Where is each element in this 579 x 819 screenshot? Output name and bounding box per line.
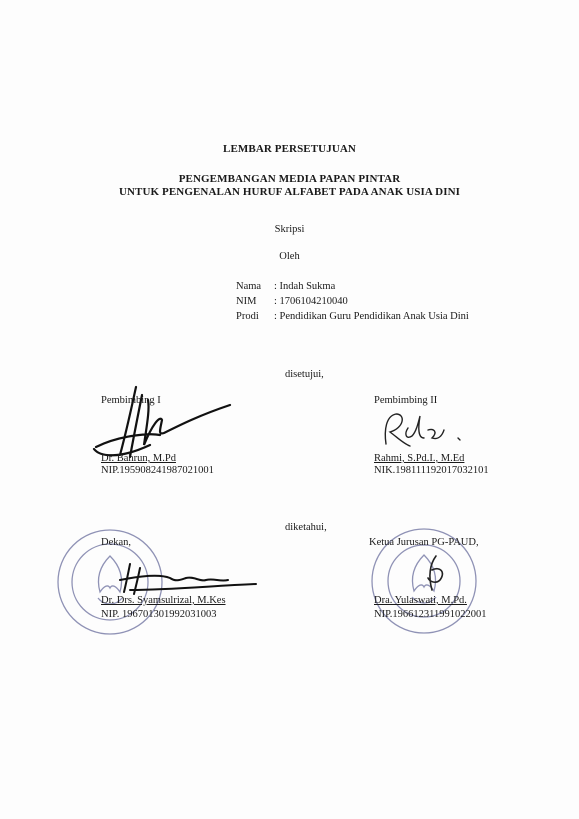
identity-value: : 1706104210040 [274, 296, 348, 307]
supervisor1-role: Pembimbing I [101, 395, 161, 406]
identity-value: : Indah Sukma [274, 281, 336, 292]
head-signature [410, 550, 460, 600]
supervisor1-id: NIP.195908241987021001 [101, 465, 214, 476]
dean-signature [110, 560, 260, 600]
page-heading: LEMBAR PERSETUJUAN [223, 143, 356, 155]
head-name: Dra. Yulaswati, M.Pd. [374, 595, 467, 606]
identity-row-prodi [236, 309, 469, 324]
document-type: Skripsi [274, 224, 305, 235]
identity-row-nim [236, 294, 469, 309]
thesis-title-line-2: UNTUK PENGENALAN HURUF ALFABET PADA ANAK USIA DINI [118, 186, 461, 198]
identity-block [236, 279, 469, 324]
identity-label: NIM [236, 296, 257, 307]
known-label: diketahui, [285, 522, 327, 533]
supervisor1-name: Dr. Bahrun, M.Pd [101, 453, 176, 464]
identity-row-name [236, 279, 469, 294]
thesis-title-line-1: PENGEMBANGAN MEDIA PAPAN PINTAR [178, 173, 401, 185]
dean-role: Dekan, [101, 537, 132, 548]
identity-label: Nama [236, 281, 262, 292]
supervisor2-id: NIK.198111192017032101 [374, 465, 489, 476]
head-id: NIP.196612311991022001 [374, 609, 487, 620]
dean-name: Dr. Drs. Syamsulrizal, M.Kes [101, 595, 226, 606]
identity-label: Prodi [236, 311, 259, 322]
identity-value: : Pendidikan Guru Pendidikan Anak Usia Dini [274, 311, 469, 322]
supervisor2-signature [376, 408, 466, 454]
by-label: Oleh [279, 251, 300, 262]
dean-id: NIP. 196701301992031003 [101, 609, 217, 620]
head-role: Ketua Jurusan PG-PAUD, [369, 537, 479, 548]
approved-label: disetujui, [285, 369, 324, 380]
supervisor2-name: Rahmi, S.Pd.I., M.Ed [374, 453, 465, 464]
supervisor2-role: Pembimbing II [374, 395, 438, 406]
